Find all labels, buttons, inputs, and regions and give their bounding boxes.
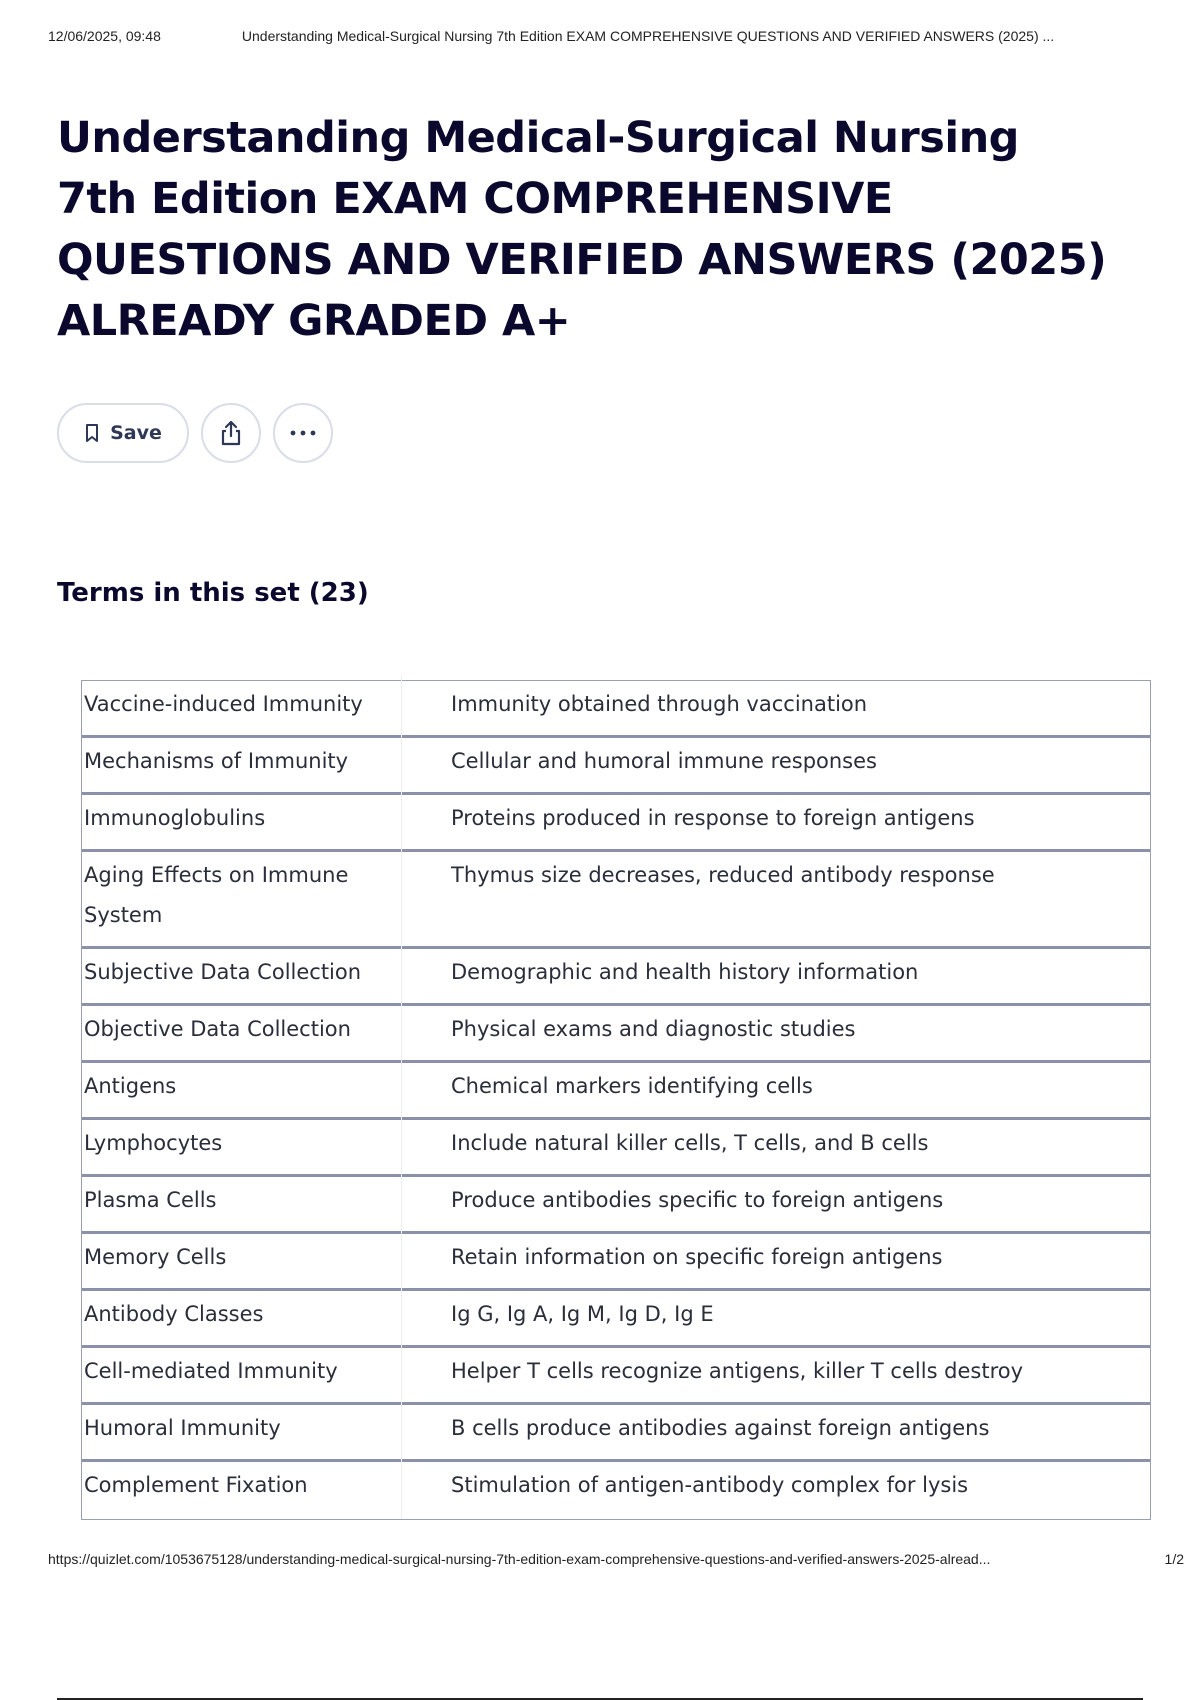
definition-cell: Ig G, Ig A, Ig M, Ig D, Ig E [451, 1302, 714, 1326]
definition-cell: Demographic and health history information [451, 960, 919, 984]
save-button-label: Save [110, 422, 162, 444]
terms-table [81, 680, 1151, 1520]
table-row [82, 1348, 1150, 1405]
term-cell: Aging Effects on Immune System [82, 846, 402, 946]
page-number: 1/2 [1164, 1551, 1184, 1567]
definition-cell: Helper T cells recognize antigens, killer T cells destroy [451, 1359, 1024, 1383]
bookmark-icon [84, 423, 100, 443]
term-cell: Cell-mediated Immunity [82, 1342, 402, 1402]
share-button[interactable] [201, 403, 261, 463]
term-cell: Memory Cells [82, 1228, 402, 1288]
definition-cell: Thymus size decreases, reduced antibody response [451, 863, 995, 887]
term-cell: Objective Data Collection [82, 1000, 402, 1060]
definition-cell: Stimulation of antigen-antibody complex for lysis [451, 1473, 969, 1497]
table-row [82, 1063, 1150, 1120]
table-row [82, 852, 1150, 949]
page-title: Understanding Medical-Surgical Nursing 7th Edition EXAM COMPREHENSIVE QUESTIONS AND VERIFIED ANSWERS (2025) ALREADY GRADED A+ [57, 113, 1107, 346]
table-row [82, 1462, 1150, 1519]
definition-cell: B cells produce antibodies against foreign antigens [451, 1416, 990, 1440]
save-button[interactable] [57, 403, 189, 463]
term-cell: Antigens [82, 1057, 402, 1117]
table-row [82, 681, 1150, 738]
term-cell: Lymphocytes [82, 1114, 402, 1174]
definition-cell: Physical exams and diagnostic studies [451, 1017, 856, 1041]
share-icon [218, 419, 244, 447]
table-row [82, 1120, 1150, 1177]
definition-cell: Include natural killer cells, T cells, and B cells [451, 1131, 929, 1155]
term-cell: Immunoglobulins [82, 789, 402, 849]
definition-cell: Cellular and humoral immune responses [451, 749, 877, 773]
more-icon [288, 429, 318, 437]
more-options-button[interactable] [273, 403, 333, 463]
print-footer [48, 1551, 1184, 1567]
table-row [82, 738, 1150, 795]
definition-cell: Proteins produced in response to foreign antigens [451, 806, 975, 830]
term-cell: Plasma Cells [82, 1171, 402, 1231]
table-row [82, 795, 1150, 852]
term-cell: Antibody Classes [82, 1285, 402, 1345]
print-date: 12/06/2025, 09:48 [48, 28, 161, 44]
table-row [82, 949, 1150, 1006]
term-cell: Subjective Data Collection [82, 943, 402, 1003]
table-row [82, 1234, 1150, 1291]
term-cell: Complement Fixation [82, 1456, 402, 1519]
table-row [82, 1291, 1150, 1348]
definition-cell: Retain information on specific foreign antigens [451, 1245, 943, 1269]
print-url[interactable]: https://quizlet.com/1053675128/understanding-medical-surgical-nursing-7th-edition-exam-comprehensive-questions-and-verified-answers-2025-alread... [48, 1551, 991, 1567]
terms-heading: Terms in this set (23) [57, 578, 369, 608]
print-header [48, 28, 1168, 44]
table-row [82, 1405, 1150, 1462]
print-document-title: Understanding Medical-Surgical Nursing 7th Edition EXAM COMPREHENSIVE QUESTIONS AND VERIFIED ANSWERS (2025) ... [241, 28, 1055, 44]
table-row [82, 1177, 1150, 1234]
definition-cell: Chemical markers identifying cells [451, 1074, 813, 1098]
term-cell: Mechanisms of Immunity [82, 732, 402, 792]
definition-cell: Produce antibodies specific to foreign antigens [451, 1188, 944, 1212]
term-cell: Humoral Immunity [82, 1399, 402, 1459]
definition-cell: Immunity obtained through vaccination [451, 692, 868, 716]
set-actions [57, 403, 333, 463]
table-row [82, 1006, 1150, 1063]
term-cell: Vaccine-induced Immunity [82, 675, 402, 735]
